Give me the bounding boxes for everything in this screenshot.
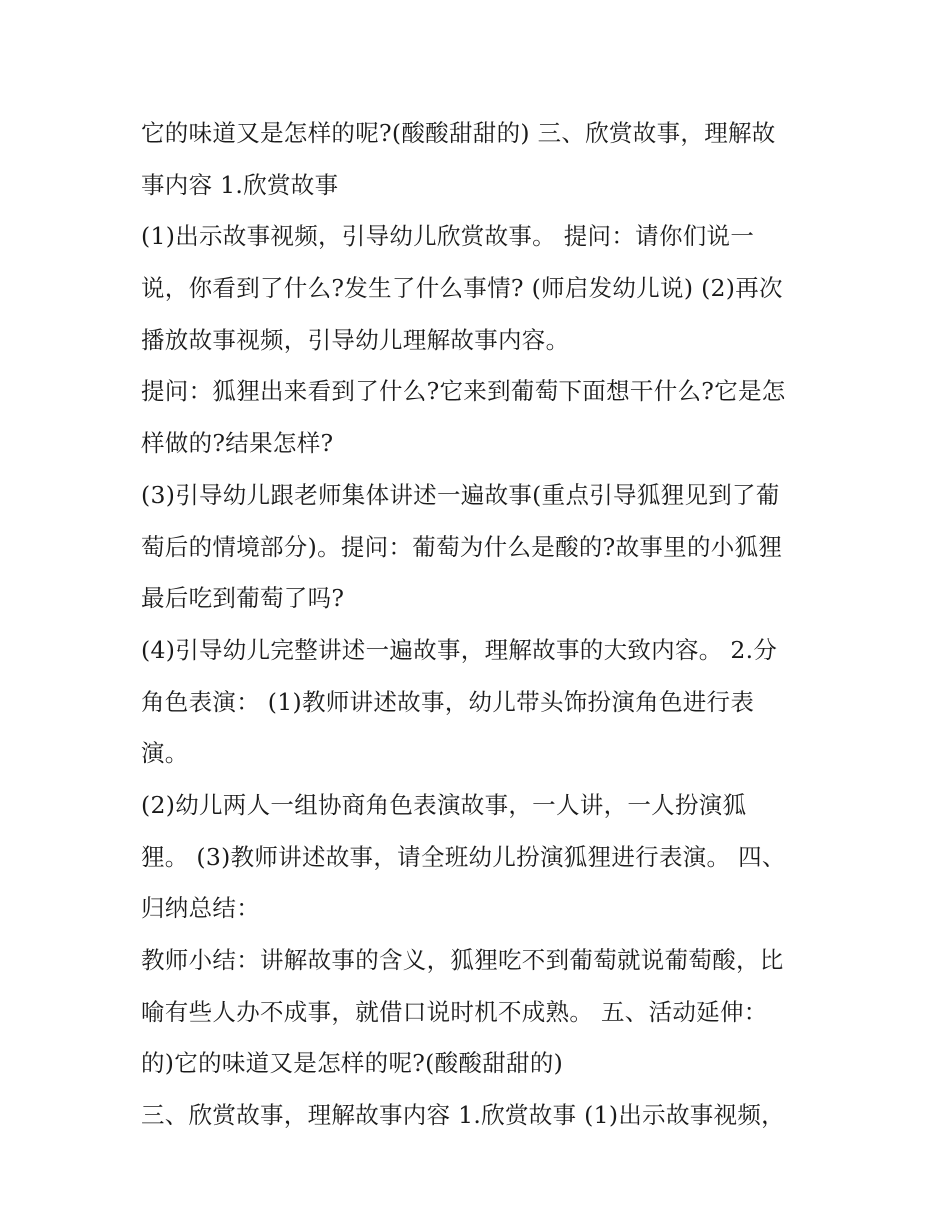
text-line: (1)出示故事视频，引导幼儿欣赏故事。 提问：请你们说一 <box>141 222 755 251</box>
document-text-body <box>141 108 831 1142</box>
text-line: 的)它的味道又是怎样的呢?(酸酸甜甜的) <box>141 1049 564 1078</box>
text-line: 播放故事视频，引导幼儿理解故事内容。 <box>141 325 570 354</box>
text-line: 它的味道又是怎样的呢?(酸酸甜甜的) 三、欣赏故事，理解故 <box>141 119 776 147</box>
text-line: 狸。 (3)教师讲述故事，请全班幼儿扮演狐狸进行表演。 四、 <box>141 842 786 871</box>
text-line: 三、欣赏故事，理解故事内容 1.欣赏故事 (1)出示故事视频， <box>141 1101 785 1130</box>
text-line: 归纳总结： <box>141 894 260 923</box>
text-line: 最后吃到葡萄了吗? <box>141 584 345 613</box>
text-line: 说，你看到了什么?发生了什么事情? (师启发幼儿说) (2)再次 <box>141 274 783 303</box>
text-line: 喻有些人办不成事，就借口说时机不成熟。 五、活动延伸： <box>141 997 768 1026</box>
text-line: 萄后的情境部分)。提问：葡萄为什么是酸的?故事里的小狐狸 <box>141 532 783 561</box>
text-line: 提问：狐狸出来看到了什么?它来到葡萄下面想干什么?它是怎 <box>141 377 786 406</box>
text-line: (4)引导幼儿完整讲述一遍故事，理解故事的大致内容。 2.分 <box>141 635 778 664</box>
text-line: 教师小结：讲解故事的含义，狐狸吃不到葡萄就说葡萄酸，比 <box>141 946 784 974</box>
text-line: (3)引导幼儿跟老师集体讲述一遍故事(重点引导狐狸见到了葡 <box>141 480 780 509</box>
text-line: 事内容 1.欣赏故事 <box>141 170 339 199</box>
text-line: 样做的?结果怎样? <box>141 429 334 458</box>
text-line: 演。 <box>141 739 189 768</box>
text-line: 角色表演： (1)教师讲述故事，幼儿带头饰扮演角色进行表 <box>141 687 755 716</box>
text-line: (2)幼儿两人一组协商角色表演故事，一人讲，一人扮演狐 <box>141 790 747 819</box>
